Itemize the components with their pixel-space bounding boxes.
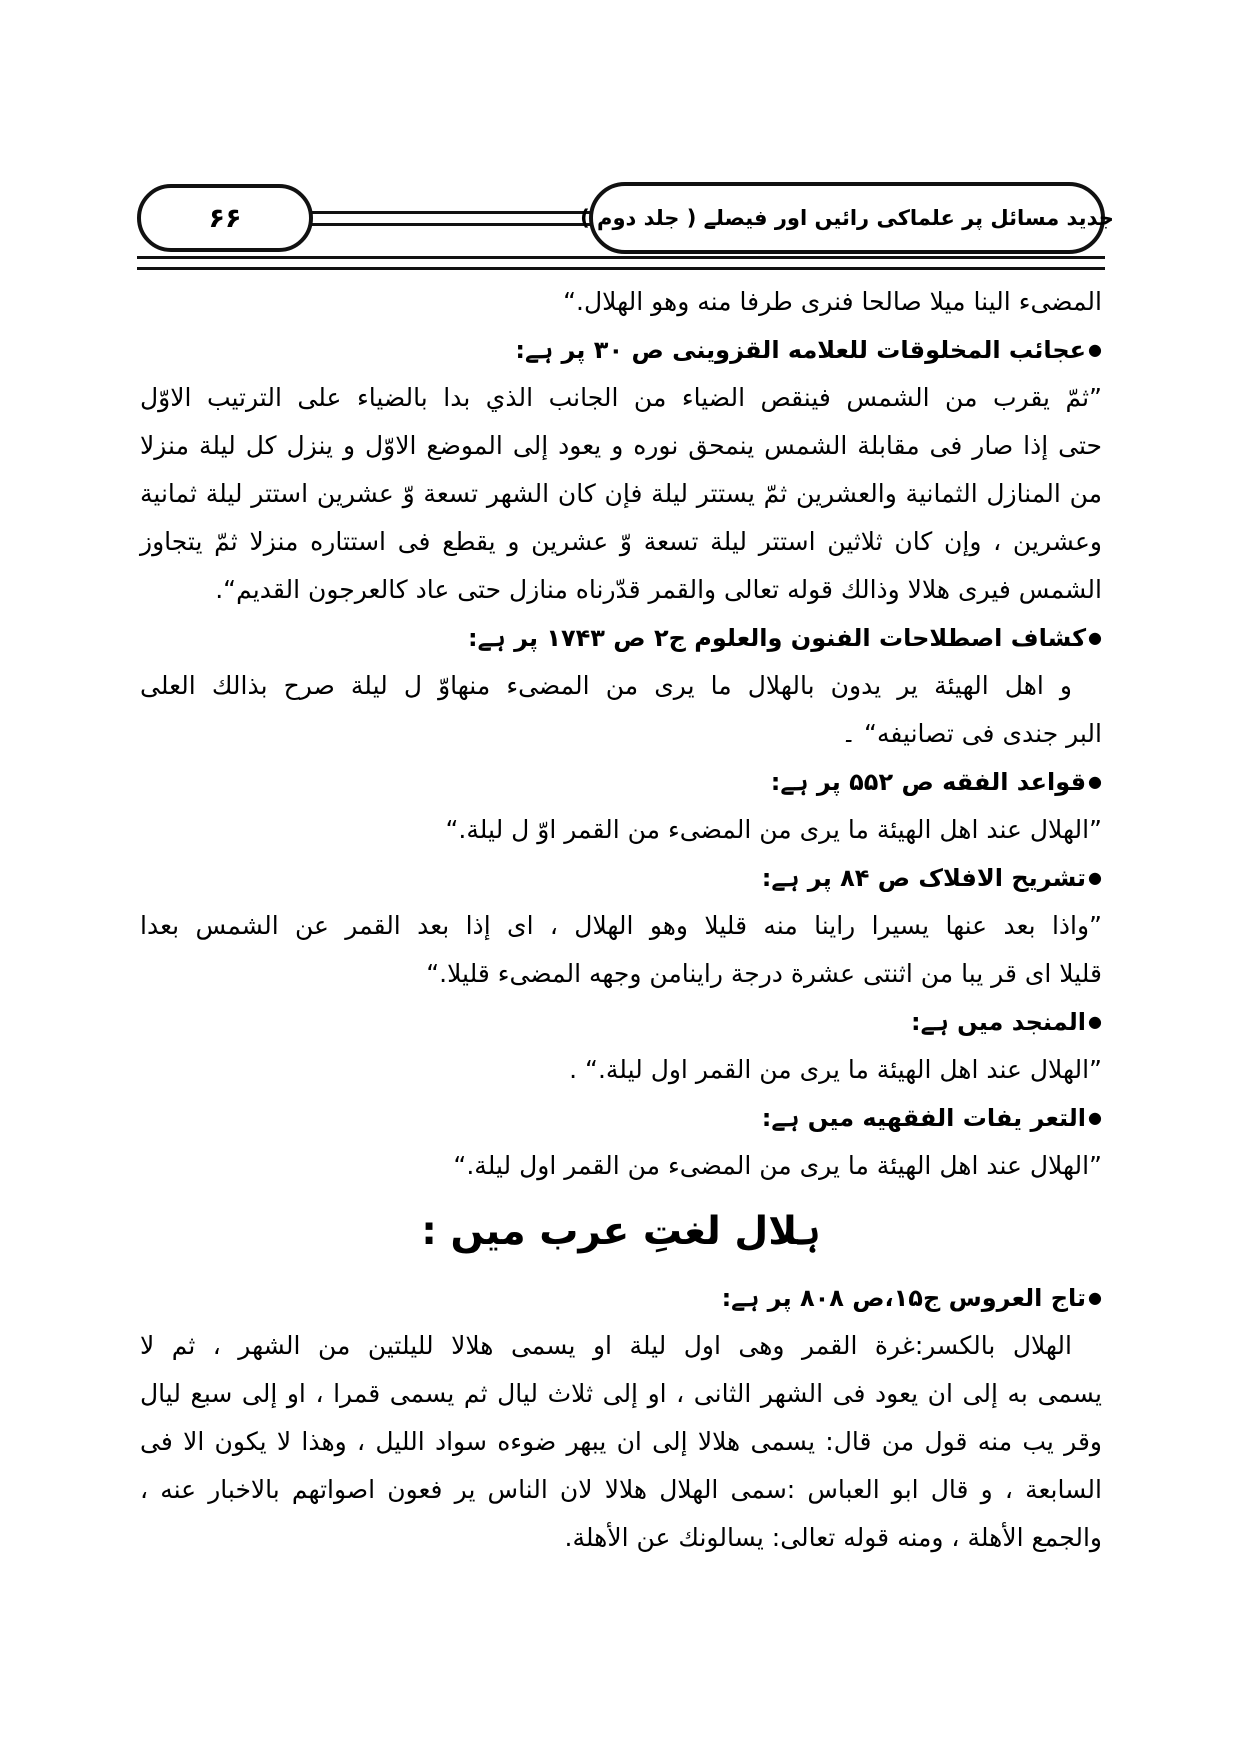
text-line: الهلال بالكسر:غرة القمر وهى اول ليلة او يسمى هلالا لليلتين من الشهر ، ثم لا bbox=[140, 1331, 1072, 1360]
bullet-icon: ● bbox=[1088, 1288, 1102, 1307]
paragraph bbox=[140, 1322, 1102, 1562]
section-heading-text: قواعد الفقه ص ۵۵۲ پر ہے: bbox=[770, 768, 1087, 796]
section-heading bbox=[140, 758, 1102, 806]
section-heading bbox=[140, 998, 1102, 1046]
section-heading-text: التعر یفات الفقهیه میں ہے: bbox=[761, 1104, 1087, 1132]
book-title: جدید مسائل پر علماکی رائیں اور فیصلے ( جلد دوم ) bbox=[580, 206, 1114, 230]
bullet-icon: ● bbox=[1088, 1108, 1102, 1127]
text-line: البر جندى فى تصانيفه“ ۔ bbox=[841, 719, 1102, 748]
paragraph bbox=[140, 662, 1102, 758]
bullet-icon: ● bbox=[1088, 868, 1102, 887]
section-heading-text: عجائب المخلوقات للعلامه القزوینی ص ۳۰ پر ہے: bbox=[515, 336, 1087, 364]
paragraph bbox=[140, 1046, 1102, 1094]
text-line: وعشرين ، وإن كان ثلاثين استتر ليلة تسعة وّ عشرين و يقطع فى استتاره منزلا ثمّ يتجاوز bbox=[140, 527, 1102, 556]
page-number-badge bbox=[137, 184, 313, 252]
section-heading-text: کشاف اصطلاحات الفنون والعلوم ج۲ ص ۱۷۴۳ پر ہے: bbox=[467, 624, 1087, 652]
page-body bbox=[140, 278, 1102, 1562]
text-line: المضىء الينا ميلا صالحا فنرى طرفا منه وهو الهلال.“ bbox=[563, 287, 1102, 316]
text-line: و اهل الهيئة ير يدون بالهلال ما يرى من المضىء منهاوّ ل ليلة صرح بذالك العلى bbox=[140, 671, 1072, 700]
section-heading-text: تشریح الافلاک ص ۸۴ پر ہے: bbox=[761, 864, 1087, 892]
bullet-icon: ● bbox=[1088, 1012, 1102, 1031]
header-double-rule bbox=[137, 256, 1105, 270]
bullet-icon: ● bbox=[1088, 772, 1102, 791]
section-heading-text: تاج العروس ج۱۵،ص ۸۰۸ پر ہے: bbox=[721, 1284, 1087, 1312]
header-divider-line bbox=[305, 211, 597, 226]
bullet-icon: ● bbox=[1088, 628, 1102, 647]
section-heading bbox=[140, 614, 1102, 662]
text-line: ”الهلال عند اهل الهيئة ما يرى من القمر اول ليلة.“ . bbox=[569, 1055, 1102, 1084]
text-line: حتى إذا صار فى مقابلة الشمس ينمحق نوره و يعود إلى الموضع الاوّل و ينزل كل ليلة منزلا bbox=[140, 431, 1102, 460]
text-line: ”الهلال عند اهل الهيئة ما يرى من المضىء من القمر اول ليلة.“ bbox=[453, 1151, 1102, 1180]
text-line: ”ثمّ يقرب من الشمس فينقص الضياء من الجانب الذي بدا بالضياء على الترتيب الاوّل bbox=[140, 383, 1102, 412]
paragraph bbox=[140, 374, 1102, 614]
paragraph bbox=[140, 1142, 1102, 1190]
text-line: يسمى به إلى ان يعود فى الشهر الثانى ، او إلى ثلاث ليال ثم يسمى قمرا ، او إلى سبع ليال bbox=[140, 1379, 1102, 1408]
section-heading bbox=[140, 326, 1102, 374]
chapter-heading: ہلال لغتِ عرب میں : bbox=[421, 1209, 821, 1254]
text-line: السابعة ، و قال ابو العباس :سمی الهلال هلالا لان الناس ير فعون اصواتهم بالاخبار عنه ، bbox=[140, 1475, 1102, 1504]
paragraph bbox=[140, 806, 1102, 854]
text-line: من المنازل الثمانية والعشرين ثمّ يستتر ليلة فإن كان الشهر تسعة وّ عشرين استتر ليلة ثمانية bbox=[140, 479, 1102, 508]
section-heading bbox=[140, 854, 1102, 902]
section-heading bbox=[140, 1274, 1102, 1322]
text-line: ”الهلال عند اهل الهيئة ما يرى من المضىء من القمر اوّ ل ليلة.“ bbox=[445, 815, 1102, 844]
text-line: والجمع الأهلة ، ومنه قوله تعالى: يسالونك عن الأهلة. bbox=[564, 1523, 1102, 1552]
paragraph bbox=[140, 902, 1102, 998]
text-line: وقر يب منه قول من قال: يسمى هلالا إلى ان يبهر ضوءه سواد الليل ، وهذا لا يكون الا فى bbox=[140, 1427, 1102, 1456]
section-heading-text: المنجد میں ہے: bbox=[911, 1008, 1087, 1036]
page-number: ۶۶ bbox=[208, 202, 242, 234]
section-heading bbox=[140, 1094, 1102, 1142]
book-title-badge bbox=[580, 182, 1114, 254]
text-line: الشمس فيرى هلالا وذالك قوله تعالى والقمر قدّرناه منازل حتى عاد كالعرجون القديم“. bbox=[215, 575, 1102, 604]
page-header bbox=[137, 182, 1114, 254]
text-line: ”واذا بعد عنها يسيرا راينا منه قليلا وهو الهلال ، اى إذا بعد القمر عن الشمس بعدا bbox=[140, 911, 1102, 940]
text-line: قليلا اى قر يبا من اثنتى عشرة درجة راينامن وجهه المضىء قليلا.“ bbox=[426, 959, 1102, 988]
bullet-icon: ● bbox=[1088, 340, 1102, 359]
